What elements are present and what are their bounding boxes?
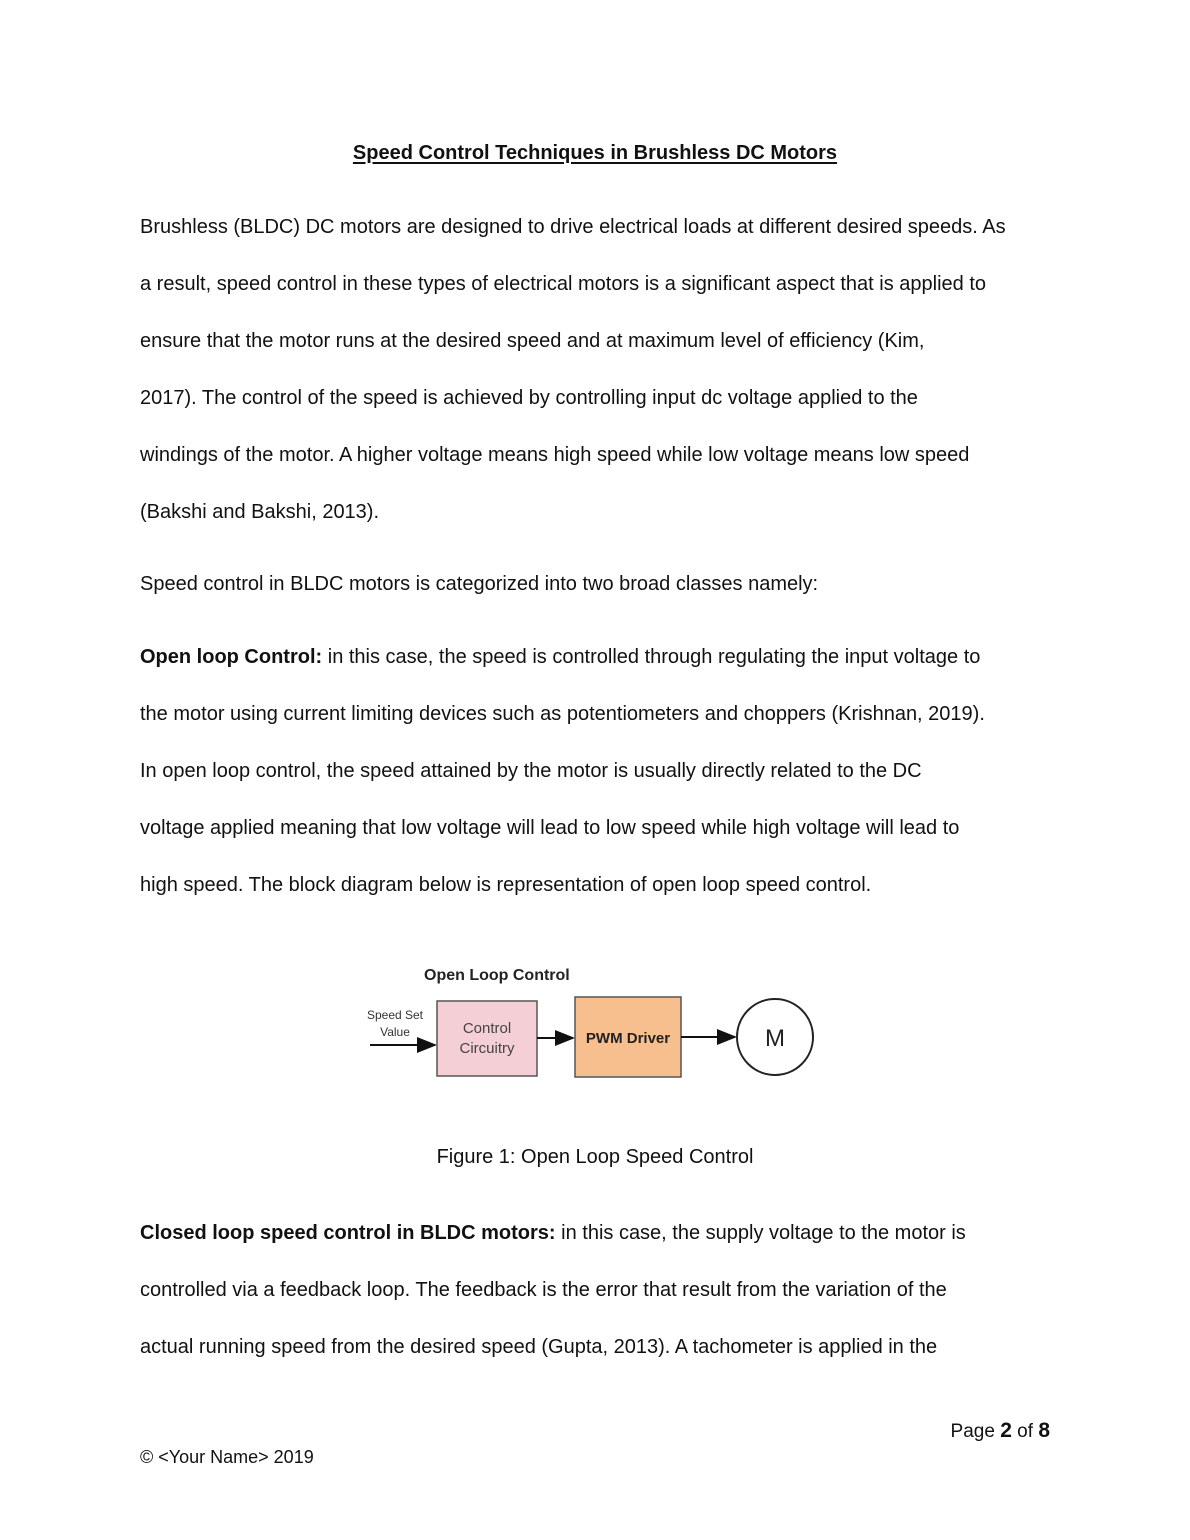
body-line: high speed. The block diagram below is representation of open loop speed control. bbox=[140, 874, 872, 896]
page-label: Page bbox=[950, 1421, 995, 1442]
body-line: 2017). The control of the speed is achieved by controlling input dc voltage applied to the bbox=[140, 387, 918, 409]
body-line: voltage applied meaning that low voltage will lead to low speed while high voltage will lead to bbox=[140, 817, 960, 839]
body-line: (Bakshi and Bakshi, 2013). bbox=[140, 501, 380, 523]
page-of: of bbox=[1017, 1421, 1034, 1442]
body-line: controlled via a feedback loop. The feedback is the error that result from the variation of the bbox=[140, 1279, 947, 1301]
page-total: 8 bbox=[1038, 1419, 1050, 1442]
body-line: the motor using current limiting devices such as potentiometers and choppers (Krishnan, 2019). bbox=[140, 703, 985, 725]
footer-copyright: © <Your Name> 2019 bbox=[140, 1447, 314, 1467]
closed-loop-text: in this case, the supply voltage to the motor is bbox=[555, 1222, 966, 1244]
body-line: ensure that the motor runs at the desired speed and at maximum level of efficiency (Kim, bbox=[140, 330, 925, 352]
open-loop-heading: Open loop Control: bbox=[140, 646, 323, 668]
body-line: Speed control in BLDC motors is categorized into two broad classes namely: bbox=[140, 573, 819, 595]
closed-loop-first-line bbox=[140, 1220, 966, 1246]
body-line: Brushless (BLDC) DC motors are designed to drive electrical loads at different desired speeds. As bbox=[140, 216, 1006, 238]
open-loop-text: in this case, the speed is controlled through regulating the input voltage to bbox=[322, 646, 981, 668]
control-circuitry-label: Circuitry bbox=[459, 1040, 515, 1057]
body-line: In open loop control, the speed attained by the motor is usually directly related to the DC bbox=[140, 760, 922, 782]
input-label: Value bbox=[380, 1025, 410, 1039]
page-number bbox=[951, 1418, 1050, 1445]
body-line: windings of the motor. A higher voltage means high speed while low voltage means low speed bbox=[140, 444, 970, 466]
body-line: a result, speed control in these types of electrical motors is a significant aspect that is applied to bbox=[140, 273, 986, 295]
figure-caption: Figure 1: Open Loop Speed Control bbox=[436, 1146, 754, 1168]
open-loop-block-diagram bbox=[355, 950, 835, 1110]
page-current: 2 bbox=[1000, 1419, 1012, 1442]
closed-loop-heading: Closed loop speed control in BLDC motors: bbox=[140, 1222, 556, 1244]
motor-label: M bbox=[765, 1025, 785, 1052]
input-label: Speed Set bbox=[366, 1008, 424, 1022]
document-title: Speed Control Techniques in Brushless DC Motors bbox=[352, 142, 838, 164]
control-circuitry-label: Control bbox=[462, 1020, 512, 1037]
body-line: actual running speed from the desired speed (Gupta, 2013). A tachometer is applied in the bbox=[140, 1336, 938, 1358]
diagram-title: Open Loop Control bbox=[424, 967, 570, 984]
control-circuitry-block bbox=[437, 1001, 537, 1076]
open-loop-first-line bbox=[140, 644, 980, 670]
pwm-driver-label: PWM Driver bbox=[585, 1030, 671, 1047]
